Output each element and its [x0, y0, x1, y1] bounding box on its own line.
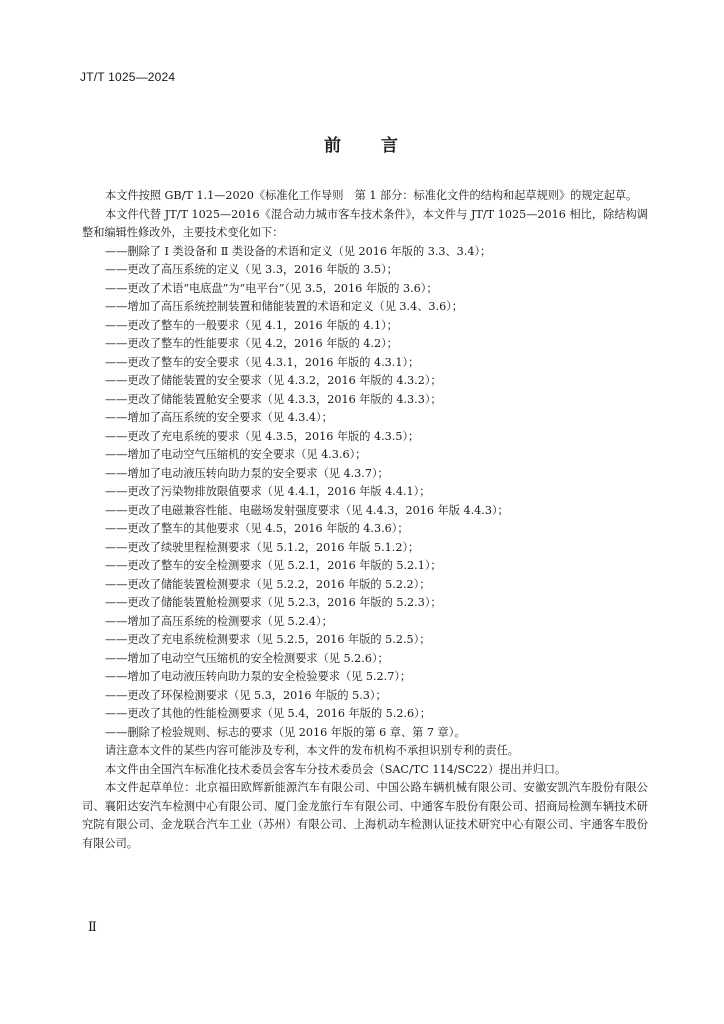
list-item: ——更改了环保检测要求（见 5.3，2016 年版的 5.3）；: [105, 688, 387, 702]
intro-paragraph-2: 本文件代替 JT/T 1025—2016《混合动力城市客车技术条件》，本文件与 JT/T 1025—2016 相比，除结构调整和编辑性修改外，主要技术变化如下：: [82, 207, 648, 239]
list-item: ——增加了高压系统的安全要求（见 4.3.4）；: [105, 411, 333, 424]
foreword-body: [82, 187, 648, 853]
patent-notice-paragraph: 请注意本文件的某些内容可能涉及专利，本文件的发布机构不承担识别专利的责任。: [105, 744, 519, 757]
list-item: ——更改了储能装置舱安全要求（见 4.3.3，2016 年版的 4.3.3）；: [105, 392, 442, 406]
list-item: ——更改了储能装置舱检测要求（见 5.2.3，2016 年版的 5.2.3）；: [105, 596, 442, 609]
list-item: ——更改了充电系统的要求（见 4.3.5，2016 年版的 4.3.5）；: [105, 429, 420, 443]
list-item: ——删除了检验规则、标志的要求（见 2016 年版的第 6 章、第 7 章）。: [105, 725, 466, 739]
drafting-units-paragraph: 本文件起草单位：北京福田欧辉新能源汽车有限公司、中国公路车辆机械有限公司、安徽安凯汽车股份有限公司、襄阳达安汽车检测中心有限公司、厦门金龙旅行车有限公司、中通客车股份有限公司、招商局检测车辆技术研究院有限公司、金龙联合汽车工业（苏州）有限公司、上海机动车检测认证技术研究中心有限公司、宇通客车股份有限公司。: [82, 781, 648, 850]
intro-paragraph-1: 本文件按照 GB/T 1.1—2020《标准化工作导则 第 1 部分：标准化文件的结构和起草规则》的规定起草。: [105, 189, 638, 202]
list-item: ——更改了术语“电底盘”为“电平台”（见 3.5，2016 年版的 3.6）；: [105, 281, 438, 295]
page-number: Ⅱ: [88, 920, 97, 935]
technical-changes-list: [82, 243, 648, 743]
list-item: ——增加了电动空气压缩机的安全要求（见 4.3.6）；: [105, 448, 367, 461]
list-item: ——更改了整车的其他要求（见 4.5，2016 年版的 4.3.6）；: [105, 522, 409, 535]
list-item: ——更改了整车的性能要求（见 4.2，2016 年版的 4.2）；: [105, 337, 398, 350]
list-item: ——增加了电动液压转向助力泵的安全检验要求（见 5.2.7）；: [105, 670, 412, 683]
page-title: 前 言: [324, 136, 400, 156]
list-item: ——更改了整车的一般要求（见 4.1，2016 年版的 4.1）；: [105, 318, 398, 332]
list-item: ——更改了污染物排放限值要求（见 4.4.1，2016 年版 4.4.1）；: [105, 485, 431, 498]
list-item: ——更改了充电系统检测要求（见 5.2.5，2016 年版的 5.2.5）；: [105, 633, 431, 646]
list-item: ——增加了高压系统控制装置和储能装置的术语和定义（见 3.4、3.6）；: [105, 300, 463, 313]
list-item: ——更改了续驶里程检测要求（见 5.1.2，2016 年版 5.1.2）；: [105, 540, 420, 554]
list-item: ——更改了储能装置的安全要求（见 4.3.2，2016 年版的 4.3.2）；: [105, 374, 442, 387]
list-item: ——更改了整车的安全要求（见 4.3.1，2016 年版的 4.3.1）；: [105, 355, 420, 369]
list-item: ——删除了 Ⅰ 类设备和 Ⅱ 类设备的术语和定义（见 2016 年版的 3.3、3.4）；: [105, 244, 492, 258]
list-item: ——增加了电动液压转向助力泵的安全要求（见 4.3.7）；: [105, 466, 389, 480]
list-item: ——更改了整车的安全检测要求（见 5.2.1，2016 年版的 5.2.1）；: [105, 559, 442, 572]
list-item: ——增加了电动空气压缩机的安全检测要求（见 5.2.6）；: [105, 651, 389, 665]
list-item: ——更改了电磁兼容性能、电磁场发射强度要求（见 4.4.3，2016 年版 4.4.3）；: [105, 503, 509, 517]
list-item: ——更改了高压系统的定义（见 3.3，2016 年版的 3.5）；: [105, 263, 398, 276]
proposer-paragraph: 本文件由全国汽车标准化技术委员会客车分技术委员会（SAC/TC 114/SC22）提出并归口。: [105, 762, 567, 776]
document-code: JT/T 1025—2024: [80, 70, 176, 84]
list-item: ——增加了高压系统的检测要求（见 5.2.4）；: [105, 614, 333, 628]
list-item: ——更改了储能装置检测要求（见 5.2.2，2016 年版的 5.2.2）；: [105, 577, 431, 591]
list-item: ——更改了其他的性能检测要求（见 5.4，2016 年版的 5.2.6）；: [105, 707, 431, 720]
